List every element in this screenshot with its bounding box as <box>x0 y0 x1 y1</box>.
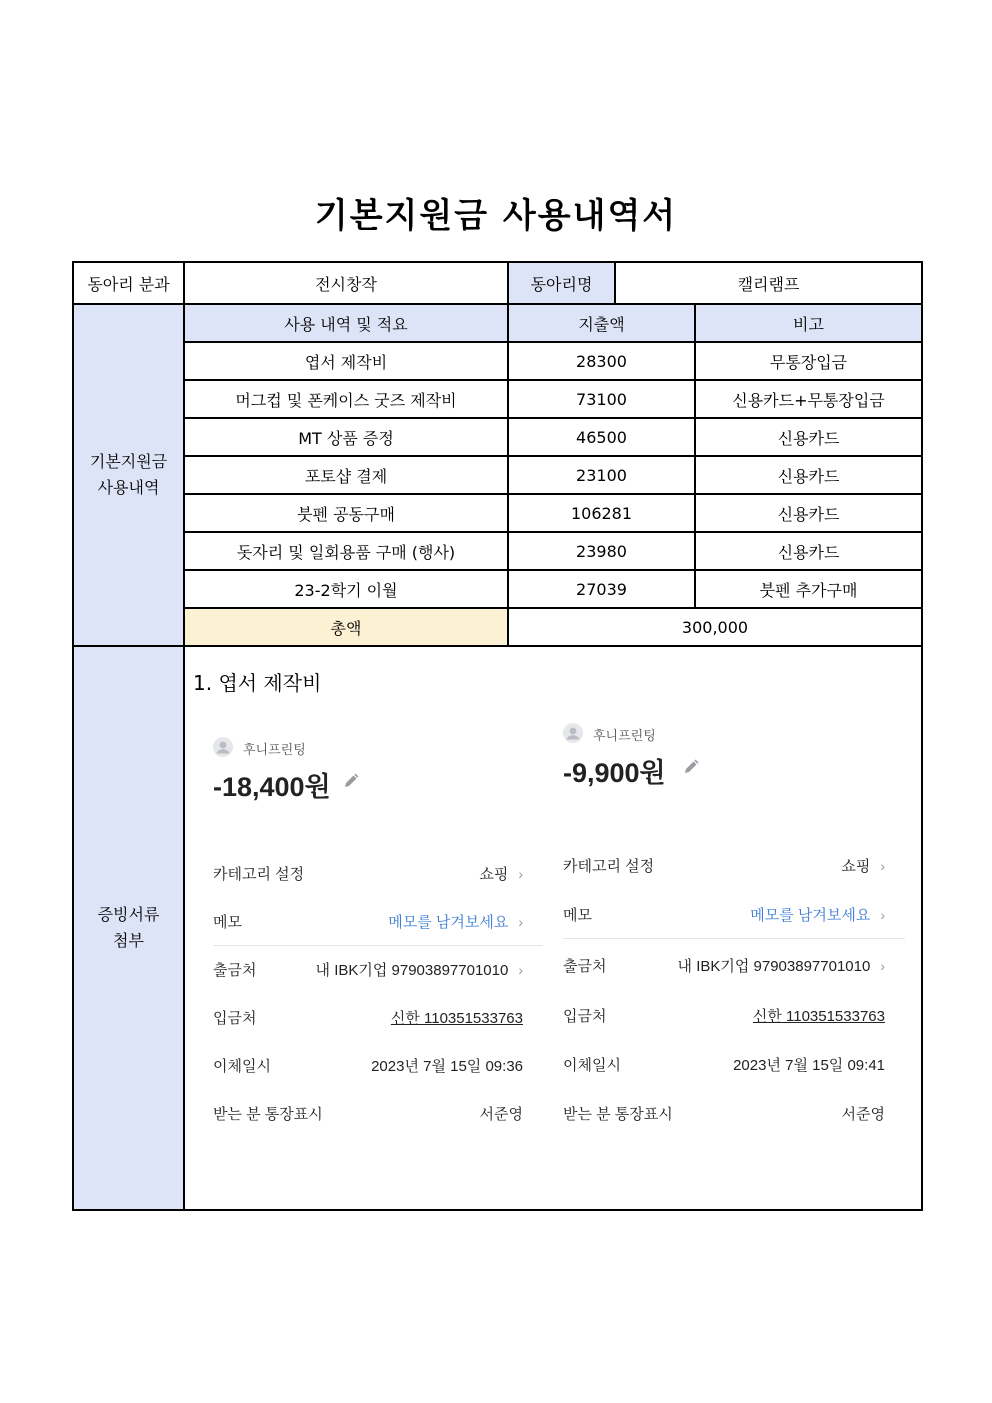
row-amount: 23100 <box>508 456 695 494</box>
withdraw-account-row[interactable] <box>563 955 885 979</box>
withdraw-account-value <box>678 955 885 976</box>
memo-row[interactable] <box>563 904 885 928</box>
row-note: 신용카드 <box>695 418 922 456</box>
row-note: 신용카드 <box>695 494 922 532</box>
chevron-right-icon: › <box>880 858 885 874</box>
recipient-display-label: 받는 분 통장표시 <box>213 1106 323 1123</box>
row-amount: 106281 <box>508 494 695 532</box>
withdraw-account-value <box>316 959 523 980</box>
transfer-date-value: 2023년 7월 15일 09:41 <box>733 1057 885 1074</box>
row-amount: 23980 <box>508 532 695 570</box>
usage-section-label-line2: 사용내역 <box>97 478 160 497</box>
evidence-title: 1. 엽서 제작비 <box>193 671 322 695</box>
column-header-item: 사용 내역 및 적요 <box>184 304 508 342</box>
chevron-right-icon: › <box>518 914 523 930</box>
row-note: 신용카드+무통장입금 <box>695 380 922 418</box>
table-row <box>73 380 922 418</box>
row-item: 포토샵 결제 <box>184 456 508 494</box>
row-amount: 46500 <box>508 418 695 456</box>
category-setting-label: 카테고리 설정 <box>563 858 655 875</box>
column-header-amount: 지출액 <box>508 304 695 342</box>
column-header-note: 비고 <box>695 304 922 342</box>
document-title: 기본지원금 사용내역서 <box>314 196 678 236</box>
withdraw-account-row[interactable] <box>213 959 523 983</box>
total-label: 총액 <box>184 608 508 646</box>
transfer-receipt-2 <box>563 647 908 1207</box>
row-item: 머그컵 및 폰케이스 굿즈 제작비 <box>184 380 508 418</box>
memo-row[interactable] <box>213 911 523 935</box>
row-note: 신용카드 <box>695 532 922 570</box>
deposit-account-value[interactable]: 신한 110351533763 <box>390 1010 523 1027</box>
usage-section-label-line1: 기본지원금 <box>89 451 168 471</box>
table-row <box>73 418 922 456</box>
transfer-date-label: 이체일시 <box>563 1057 621 1074</box>
category-value: 전시창작 <box>184 262 508 304</box>
club-name-value: 캘리램프 <box>615 262 922 304</box>
evidence-section-label <box>73 646 184 1210</box>
table-row <box>73 342 922 380</box>
category-setting-row[interactable] <box>213 863 523 887</box>
transfer-date-value: 2023년 7월 15일 09:36 <box>371 1058 523 1075</box>
withdraw-account-text: 내 IBK기업 97903897701010 <box>677 958 871 975</box>
category-setting-value <box>479 863 523 884</box>
memo-value <box>388 911 523 932</box>
table-row <box>73 570 922 608</box>
club-name-label: 동아리명 <box>508 262 615 304</box>
row-item: 돗자리 및 일회용품 구매 (행사) <box>184 532 508 570</box>
memo-label: 메모 <box>563 907 592 924</box>
recipient-display-row <box>213 1103 523 1127</box>
transfer-amount: -18,400원 <box>213 772 331 802</box>
pencil-icon[interactable] <box>683 759 699 780</box>
transfer-date-row <box>213 1055 523 1079</box>
table-row <box>73 456 922 494</box>
category-setting-row[interactable] <box>563 855 885 879</box>
category-text: 쇼핑 <box>841 858 871 875</box>
category-setting-value <box>841 855 885 876</box>
deposit-account-value[interactable]: 신한 110351533763 <box>752 1008 885 1025</box>
transfer-receipt-1 <box>213 647 543 1207</box>
transfer-date-label: 이체일시 <box>213 1058 271 1075</box>
withdraw-account-label: 출금처 <box>213 962 257 979</box>
deposit-account-row <box>563 1005 885 1029</box>
memo-text: 메모를 남겨보세요 <box>750 907 871 924</box>
recipient-display-value: 서준영 <box>479 1106 523 1123</box>
evidence-section-label-line2: 첨부 <box>113 931 144 950</box>
row-note: 무통장입금 <box>695 342 922 380</box>
row-item: 23-2학기 이월 <box>184 570 508 608</box>
usage-section-label <box>73 304 184 646</box>
withdraw-account-text: 내 IBK기업 97903897701010 <box>315 962 509 979</box>
recipient-display-label: 받는 분 통장표시 <box>563 1106 673 1123</box>
row-amount: 73100 <box>508 380 695 418</box>
withdraw-account-label: 출금처 <box>563 958 607 975</box>
category-label: 동아리 분과 <box>73 262 184 304</box>
divider <box>563 938 905 939</box>
memo-label: 메모 <box>213 914 242 931</box>
user-avatar-icon <box>563 723 583 743</box>
user-avatar-icon <box>213 737 233 757</box>
total-value: 300,000 <box>508 608 922 646</box>
row-item: 붓펜 공동구매 <box>184 494 508 532</box>
memo-text: 메모를 남겨보세요 <box>388 914 509 931</box>
table-row <box>73 494 922 532</box>
row-item: 엽서 제작비 <box>184 342 508 380</box>
evidence-section-label-line1: 증빙서류 <box>97 904 160 924</box>
chevron-right-icon: › <box>518 962 523 978</box>
pencil-icon[interactable] <box>343 773 359 794</box>
transfer-amount: -9,900원 <box>563 758 666 788</box>
row-note: 신용카드 <box>695 456 922 494</box>
category-setting-label: 카테고리 설정 <box>213 866 305 883</box>
category-text: 쇼핑 <box>479 866 509 883</box>
deposit-account-label: 입금처 <box>563 1008 607 1025</box>
transfer-date-row <box>563 1054 885 1078</box>
recipient-display-row <box>563 1103 885 1127</box>
memo-value <box>750 904 885 925</box>
evidence-area <box>184 646 922 1210</box>
merchant-name: 후니프린팅 <box>593 728 656 743</box>
merchant-name: 후니프린팅 <box>243 742 306 757</box>
row-item: MT 상품 증정 <box>184 418 508 456</box>
deposit-account-row <box>213 1007 523 1031</box>
row-amount: 28300 <box>508 342 695 380</box>
row-note: 붓펜 추가구매 <box>695 570 922 608</box>
recipient-display-value: 서준영 <box>841 1106 885 1123</box>
chevron-right-icon: › <box>518 866 523 882</box>
row-amount: 27039 <box>508 570 695 608</box>
deposit-account-label: 입금처 <box>213 1010 257 1027</box>
chevron-right-icon: › <box>880 958 885 974</box>
chevron-right-icon: › <box>880 907 885 923</box>
usage-table <box>72 261 923 1211</box>
table-row <box>73 532 922 570</box>
divider <box>213 945 543 946</box>
